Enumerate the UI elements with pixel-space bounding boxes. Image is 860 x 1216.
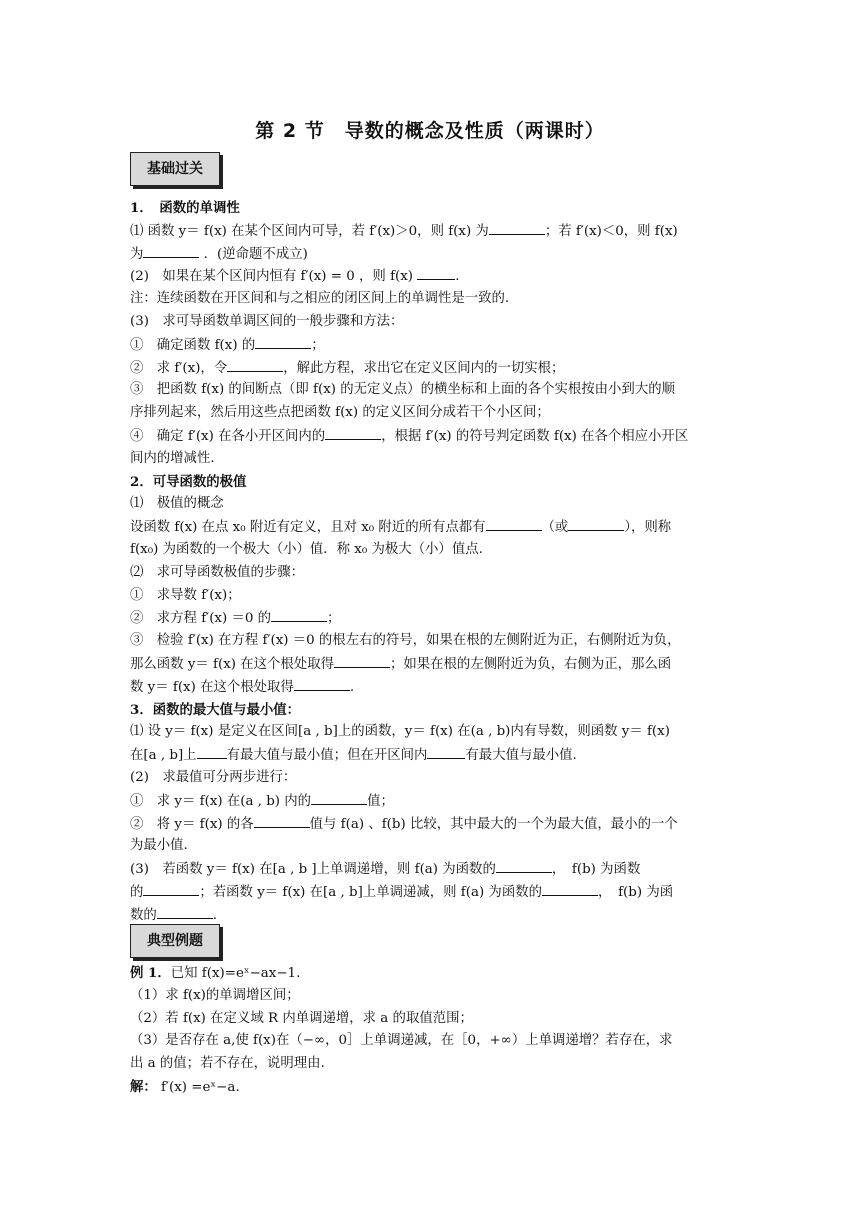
text-segment: ；如果在根的左侧附近为负，右侧为正，那么函 [389,657,672,672]
fill-in-blank [143,243,199,258]
fill-in-blank [294,676,350,691]
fill-in-blank [271,607,327,622]
text-line [130,835,730,857]
text-segment: 那么函数 y＝ f(x) 在这个根处取得 [130,657,334,672]
example-lead: 例 1． [130,965,171,981]
text-segment: ② 将 y＝ f(x) 的各 [130,816,254,832]
text-line [130,471,730,493]
fill-in-blank [486,516,542,531]
text-line [130,402,730,424]
fill-in-blank [254,813,310,828]
text-segment: ；若 f′(x)＜0，则 f(x) [544,223,678,239]
text-segment: 2．可导函数的极值 [130,473,247,490]
fill-in-blank [427,744,465,759]
text-line [130,699,730,721]
text-segment: (2) 如果在某个区间内恒有 f′(x) = 0 ，则 f(x) [130,269,418,285]
text-line [130,311,730,333]
text-line [130,334,730,356]
text-segment: 的 [130,885,144,900]
text-line [130,562,730,584]
example-line [130,1076,730,1098]
text-segment: ④ 确定 f′(x) 在各小开区间内的 [130,429,326,444]
text-line [130,858,730,880]
text-segment: ，解此方程，求出它在定义区间内的一切实根； [283,360,565,376]
text-line [130,379,730,401]
text-segment: . [212,907,218,923]
text-line [130,220,730,242]
text-line [130,676,730,698]
text-segment: ⑴ 函数 y＝ f(x) 在某个区间内可导，若 f′(x)＞0，则 f(x) 为 [130,223,489,239]
example-line [130,985,730,1007]
example-line [130,1053,730,1075]
text-segment: 在[a , b]上 [130,748,197,764]
section-header-basics: 基础过关 [130,152,220,186]
text-segment: ．(逆命题不成立) [199,246,308,262]
text-segment: ， f(b) 为函 [598,885,674,900]
example-line [130,962,730,984]
example-line [130,1008,730,1030]
text-segment: （3）是否存在 a,使 f(x)在（−∞，0］上单调递减，在［0，+∞）上单调递增？若存在，求 [130,1033,673,1049]
text-segment: ⑴ 设 y＝ f(x) 是定义在区间[a , b]上的函数，y＝ f(x) 在(a , b)内有导数，则函数 y＝ f(x) [130,724,670,740]
text-segment: (3) 若函数 y＝ f(x) 在[a , b ]上单调递增，则 f(a) 为函数的 [130,862,496,878]
text-segment: f′(x) =eˣ−a. [156,1080,240,1095]
text-segment: . [455,269,460,285]
text-line [130,288,730,310]
example-lead: 解： [130,1079,157,1095]
text-segment: ① 确定函数 f(x) 的 [130,337,256,353]
text-segment: 3．函数的最大值与最小值： [130,701,301,718]
text-line [130,813,730,835]
fill-in-blank [334,653,390,668]
text-line [130,448,730,470]
text-segment: ① 求导数 f′(x)； [130,587,241,603]
fill-in-blank [325,425,381,440]
page-title: 第 2 节 导数的概念及性质（两课时） [255,120,605,142]
text-segment: ⑴ 极值的概念 [130,496,224,512]
text-line [130,790,730,812]
fill-in-blank [568,516,624,531]
text-segment: ，根据 f′(x) 的符号判定函数 f(x) 在各个相应小开区 [381,429,689,444]
text-segment: ； [311,337,325,353]
example-line [130,1030,730,1052]
text-segment: 间内的增减性. [130,450,215,466]
fill-in-blank [542,881,598,896]
fill-in-blank [417,265,455,280]
text-line [130,516,730,538]
text-line [130,767,730,789]
text-line [130,630,730,652]
text-line [130,265,730,287]
text-segment: （或 [541,520,569,536]
text-segment: 注：连续函数在开区间和与之相应的闭区间上的单调性是一致的. [130,291,510,307]
text-segment: 值； [367,793,394,809]
text-segment: 为最小值. [130,838,188,854]
text-line [130,493,730,515]
section-header-examples: 典型例题 [130,924,220,958]
text-line [130,539,730,561]
fill-in-blank [496,858,552,873]
text-segment: 出 a 的值；若不存在，说明理由. [130,1056,325,1072]
text-segment: ① 求 y＝ f(x) 在(a , b) 内的 [130,793,312,809]
text-line [130,197,730,219]
text-segment: ② 求 f′(x)，令 [130,360,228,376]
text-line [130,607,730,629]
text-segment: ⑵ 求可导函数极值的步骤： [130,564,305,580]
text-line [130,357,730,379]
text-segment: ；若函数 y＝ f(x) 在[a , b]上单调递减，则 f(a) 为函数的 [199,885,542,900]
text-segment: ② 求方程 f′(x) ＝0 的 [130,611,272,627]
text-line [130,585,730,607]
text-segment: (3) 求可导函数单调区间的一般步骤和方法： [130,314,404,329]
text-segment: （2）若 f(x) 在定义域 R 内单调递增，求 a 的取值范围； [130,1010,473,1026]
fill-in-blank [227,357,283,372]
fill-in-blank [197,744,227,759]
text-line [130,243,730,265]
text-segment: ； [327,611,341,627]
text-line [130,425,730,447]
text-segment: 有最大值与最小值. [465,748,577,764]
text-segment: 有最大值与最小值；但在开区间内 [226,748,428,764]
text-segment: (2) 求最值可分两步进行： [130,770,297,785]
text-segment: 为 [130,246,144,262]
text-line [130,881,730,903]
text-line [130,744,730,766]
fill-in-blank [143,881,199,896]
text-segment: ），则称 [624,520,672,536]
text-segment: ③ 检验 f′(x) 在方程 f′(x) ＝0 的根左右的符号，如果在根的左侧附近为正，右侧附近为负， [130,633,681,649]
text-segment: （1）求 f(x)的单调增区间； [130,987,300,1003]
fill-in-blank [311,790,367,805]
text-segment: 值与 f(a) 、f(b) 比较，其中最大的一个为最大值，最小的一个 [309,816,678,832]
text-segment: 已知 f(x)=eˣ−ax−1. [170,966,301,981]
text-segment: 序排列起来，然后用这些点把函数 f(x) 的定义区间分成若干个小区间； [130,405,550,421]
text-segment: ， f(b) 为函数 [551,862,641,878]
text-segment: 数 y＝ f(x) 在这个根处取得 [130,679,294,695]
text-segment: 设函数 f(x) 在点 x₀ 附近有定义，且对 x₀ 附近的所有点都有 [130,520,486,536]
text-segment: f(x₀) 为函数的一个极大（小）值．称 x₀ 为极大（小）值点. [130,542,483,557]
text-line [130,721,730,743]
text-segment: ③ 把函数 f(x) 的间断点（即 f(x) 的无定义点）的横坐标和上面的各个实根按由小到大的顺 [130,382,675,398]
text-line [130,653,730,675]
fill-in-blank [255,334,311,349]
text-segment: 数的 [130,907,157,923]
text-segment: . [349,679,355,695]
fill-in-blank [157,904,213,919]
text-line [130,904,730,926]
fill-in-blank [489,220,545,235]
text-segment: 1． 函数的单调性 [130,200,240,216]
